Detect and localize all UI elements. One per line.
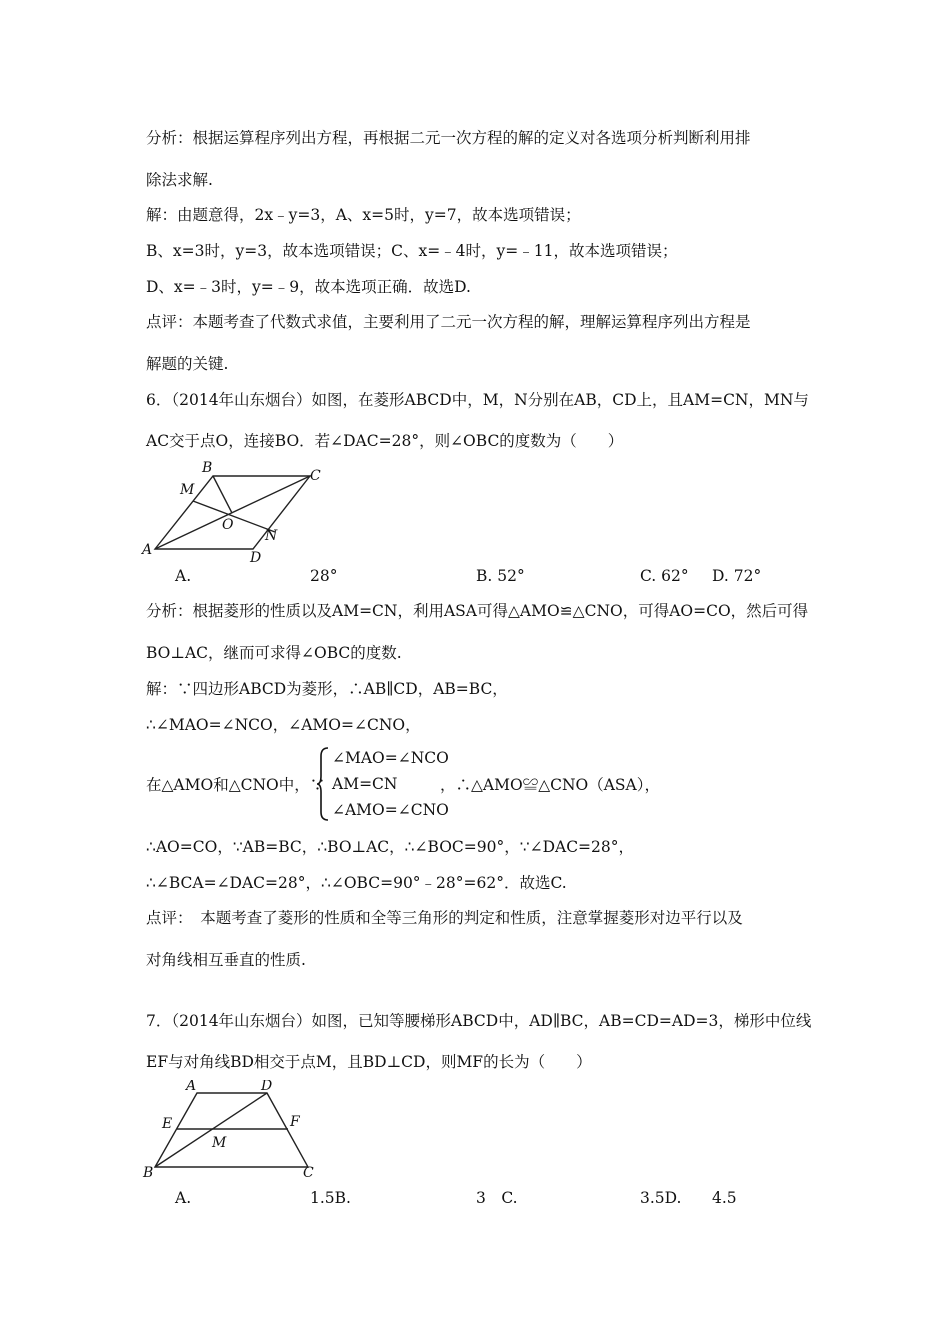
- q5-comment-line-1: 点评：本题考查了代数式求值，主要利用了二元一次方程的解，理解运算程序列出方程是: [146, 313, 751, 331]
- q7-trapezoid-figure: [140, 1080, 330, 1180]
- label-e: E: [162, 1116, 173, 1132]
- q6-comment-line-1: 点评： 本题考查了菱形的性质和全等三角形的判定和性质，注意掌握菱形对边平行以及: [146, 909, 743, 927]
- label-b: B: [202, 460, 213, 476]
- q5-analysis-line-1: 分析：根据运算程序列出方程，再根据二元一次方程的解的定义对各选项分析判断利用排: [146, 129, 751, 147]
- system-row-2: AM=CN: [332, 775, 398, 793]
- q7-stem-line-2: EF与对角线BD相交于点M，且BD⊥CD，则MF的长为（ ）: [146, 1053, 592, 1071]
- q5-solution-line-2: B、x=3时，y=3，故本选项错误；C、x=﹣4时，y=﹣11，故本选项错误；: [146, 242, 678, 260]
- q6-option-c: C. 62°: [640, 567, 689, 585]
- q6-option-d: D. 72°: [712, 567, 762, 585]
- q5-solution-line-1: 解：由题意得，2x﹣y=3，A、x=5时，y=7，故本选项错误；: [146, 206, 581, 224]
- q6-solution-end-line-1: ∴AO=CO，∵AB=BC，∴BO⊥AC，∴∠BOC=90°，∵∠DAC=28°，: [146, 838, 635, 856]
- q7-option-b-value: 3 C.: [476, 1189, 518, 1207]
- q6-analysis-line-2: BO⊥AC，继而可求得∠OBC的度数.: [146, 644, 402, 662]
- label-c: C: [303, 1165, 314, 1180]
- q6-solution-line-2: ∴∠MAO=∠NCO，∠AMO=∠CNO，: [146, 716, 421, 734]
- q6-option-a-letter: A.: [175, 567, 192, 585]
- q5-solution-line-3: D、x=﹣3时，y=﹣9，故本选项正确．故选D.: [146, 278, 471, 296]
- label-d: D: [261, 1080, 273, 1094]
- label-a: A: [186, 1080, 197, 1094]
- q5-analysis-line-2: 除法求解.: [146, 171, 213, 189]
- q6-stem-line-1: 6．（2014年山东烟台）如图，在菱形ABCD中，M，N分别在AB，CD上，且AM=CN，MN与: [146, 391, 809, 409]
- label-m: M: [212, 1135, 227, 1151]
- q6-stem-line-2: AC交于点O，连接BO．若∠DAC=28°，则∠OBC的度数为（ ）: [146, 432, 624, 450]
- label-b: B: [143, 1165, 154, 1180]
- q5-comment-line-2: 解题的关键.: [146, 355, 229, 373]
- q6-solution-line-1: 解：∵四边形ABCD为菱形，∴AB∥CD，AB=BC，: [146, 680, 508, 698]
- q6-equation-system: [316, 746, 449, 822]
- label-n: N: [265, 528, 278, 544]
- q7-option-d-value: 4.5: [712, 1189, 737, 1207]
- q6-comment-line-2: 对角线相互垂直的性质.: [146, 951, 306, 969]
- q6-solution-end-line-2: ∴∠BCA=∠DAC=28°，∴∠OBC=90°﹣28°=62°．故选C.: [146, 874, 567, 892]
- q6-option-a-value: 28°: [310, 567, 338, 585]
- brace-icon: [316, 746, 330, 822]
- label-f: F: [290, 1114, 300, 1130]
- label-m: M: [180, 482, 195, 498]
- system-row-3: ∠AMO=∠CNO: [332, 801, 449, 819]
- q7-option-c-value: 3.5D.: [640, 1189, 682, 1207]
- q7-option-a-value: 1.5B.: [310, 1189, 351, 1207]
- q6-option-b: B. 52°: [476, 567, 525, 585]
- label-c: C: [310, 468, 321, 484]
- q6-rhombus-figure: [140, 456, 340, 566]
- q6-analysis-line-1: 分析：根据菱形的性质以及AM=CN，利用ASA可得△AMO≌△CNO，可得AO=CO，然后可得: [146, 602, 809, 620]
- label-o: O: [222, 517, 234, 533]
- label-a: A: [142, 542, 153, 558]
- q7-option-a-letter: A.: [175, 1189, 192, 1207]
- q6-system-suffix: ，∴△AMO≌△CNO（ASA），: [440, 776, 660, 794]
- label-d: D: [250, 550, 262, 566]
- system-row-1: ∠MAO=∠NCO: [332, 749, 449, 767]
- q6-system-prefix: 在△AMO和△CNO中，∵: [146, 776, 326, 794]
- q7-stem-line-1: 7．（2014年山东烟台）如图，已知等腰梯形ABCD中，AD∥BC，AB=CD=AD=3，梯形中位线: [146, 1012, 812, 1030]
